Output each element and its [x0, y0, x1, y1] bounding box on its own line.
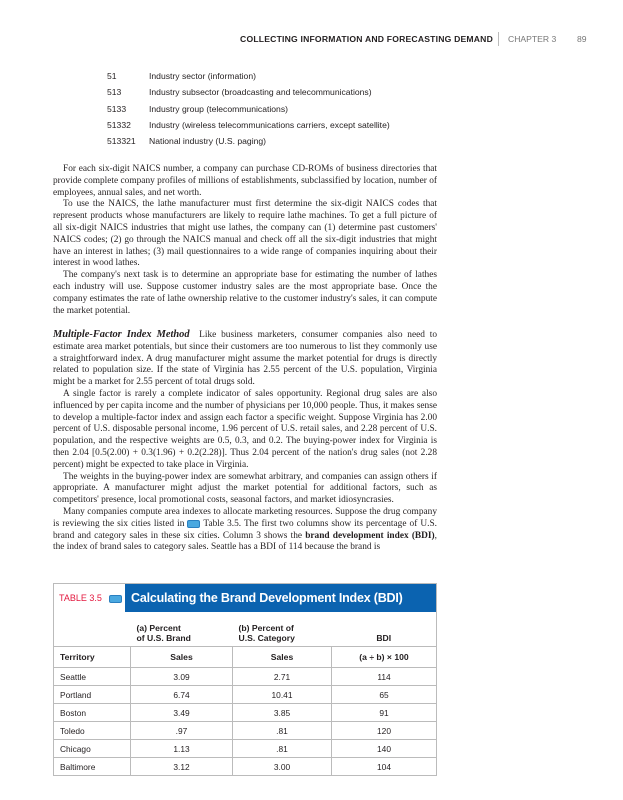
naics-code: 51 [107, 71, 117, 81]
table-row [54, 668, 437, 686]
cell: Boston [54, 704, 131, 722]
cell: Chicago [54, 740, 131, 758]
column-header: BDI [332, 611, 437, 647]
list-item [107, 71, 390, 87]
paragraph: To use the NAICS, the lathe manufacturer must first determine the six-digit NAICS codes that represent products whose manufacturers are likely to require lathe machines. To get a full picture of all six-digit NAICS industries that might use lathes, the company can (1) determine past customers' NAICS codes; (2) go through the NAICS manual and check off all the six-digit industries that might have an interest in lathes; (3) mail questionnaires to a wide range of companies inquiring about their interest in wood lathes. [53, 199, 437, 269]
key-term: brand development index (BDI) [305, 530, 435, 541]
cell: 91 [332, 704, 437, 722]
paragraph: For each six-digit NAICS number, a company can purchase CD-ROMs of business directories that provide complete company profiles of millions of establishments, subclassified by location, number of employees, annual sales, and net worth. [53, 164, 437, 198]
paragraph: The company's next task is to determine an appropriate base for estimating the number of lathes each industry will use. Suppose customer industry sales are the most appropriate base. Once the company estimates the rate of lathe ownership relative to the customer industry's sales, it can compute the market potential. [53, 270, 437, 316]
body-text-multiple-factor [53, 329, 437, 554]
cell: 120 [332, 722, 437, 740]
list-item [107, 120, 390, 136]
column-header: (a) Percent of U.S. Brand [131, 611, 233, 647]
cell: Seattle [54, 668, 131, 686]
table-row [54, 740, 437, 758]
naics-label: Industry group (telecommunications) [149, 103, 288, 114]
list-item [107, 87, 390, 103]
body-text-naics [53, 164, 437, 317]
table-row [54, 704, 437, 722]
cell: .81 [233, 740, 332, 758]
cell: 3.85 [233, 704, 332, 722]
cell: .97 [131, 722, 233, 740]
cell: 3.12 [131, 758, 233, 776]
cell: 6.74 [131, 686, 233, 704]
table-reference-icon[interactable] [187, 520, 200, 528]
table-label: TABLE 3.5 [59, 593, 102, 603]
table-row [54, 758, 437, 776]
section-heading: Multiple-Factor Index Method [53, 329, 190, 340]
table-row [54, 722, 437, 740]
paragraph-text: Like business marketers, consumer companies also need to estimate area market potentials, but since their customers are too numerous to list they commonly use a straightforward index. A drug manufacturer might assume the market potential for drugs is directly related to population size. If the state of Virginia has 2.55 percent of the U.S. population, Virginia might be a market for 2.55 percent of total drugs sold. [53, 330, 437, 388]
page-number: 89 [577, 34, 587, 44]
cell: 2.71 [233, 668, 332, 686]
bdi-table [53, 611, 437, 776]
list-item [107, 136, 390, 152]
cell: Portland [54, 686, 131, 704]
paragraph-text: Table 3.5. The first two columns show its percentage of U.S. brand and category sales in these six cities. Column 3 shows the [53, 518, 437, 541]
table-header [53, 583, 437, 611]
paragraph-text: Many companies compute area indexes to allocate marketing resources. Suppose the drug company is reviewing the six cities listed in [53, 506, 437, 529]
table-reference-icon [109, 595, 122, 603]
list-item [107, 104, 390, 120]
naics-code: 5133 [107, 103, 127, 114]
running-head [0, 32, 623, 46]
cell: 65 [332, 686, 437, 704]
paragraph [53, 329, 437, 389]
paragraph: A single factor is rarely a complete indicator of sales opportunity. Regional drug sales are also influenced by per capita income and the number of physicians per 10,000 people. Thus, it makes sense to develop a multiple-factor index and assign each factor a specific weight. Suppose Virginia has 2.00 percent of U.S. disposable personal income, 1.96 percent of U.S. retail sales, and 2.28 percent of U.S. population, and the respective weights are 0.5, 0.3, and 0.2. The buying-power index for Virginia is then 2.04 [0.5(2.00) + 0.3(1.96) + 0.2(2.28)]. Thus 2.04 percent of the nation's drug sales (not 2.28 percent) might be expected to take place in Virginia. [53, 388, 437, 470]
cell: 3.09 [131, 668, 233, 686]
column-header: (b) Percent of U.S. Category [233, 611, 332, 647]
chapter-label: CHAPTER 3 [508, 34, 557, 44]
table-header-row [54, 647, 437, 668]
paragraph-text: , the index of brand sales to category sales. Seattle has a BDI of 114 because the brand is [53, 530, 437, 553]
cell: .81 [233, 722, 332, 740]
cell: 3.00 [233, 758, 332, 776]
cell: Baltimore [54, 758, 131, 776]
column-header: Sales [131, 647, 233, 668]
cell: 104 [332, 758, 437, 776]
divider [498, 32, 499, 46]
naics-label: Industry (wireless telecommunications carriers, except satellite) [149, 119, 390, 130]
naics-code: 513321 [107, 136, 136, 147]
naics-code: 51332 [107, 119, 131, 130]
column-header: Territory [54, 647, 131, 668]
column-header: Sales [233, 647, 332, 668]
cell: 140 [332, 740, 437, 758]
running-head-title: COLLECTING INFORMATION AND FORECASTING DEMAND [240, 34, 493, 44]
cell: 114 [332, 668, 437, 686]
column-header [54, 611, 131, 647]
naics-code: 513 [107, 87, 122, 98]
naics-code-list [107, 71, 390, 152]
naics-label: National industry (U.S. paging) [149, 136, 267, 147]
column-header: (a ÷ b) × 100 [332, 647, 437, 668]
cell: Toledo [54, 722, 131, 740]
table-row [54, 686, 437, 704]
naics-label: Industry subsector (broadcasting and telecommunications) [149, 87, 372, 98]
paragraph [53, 507, 437, 554]
cell: 3.49 [131, 704, 233, 722]
cell: 10.41 [233, 686, 332, 704]
table-title: Calculating the Brand Development Index (BDI) [125, 584, 436, 612]
naics-label: Industry sector (information) [149, 71, 256, 81]
table-header-row [54, 611, 437, 647]
cell: 1.13 [131, 740, 233, 758]
paragraph: The weights in the buying-power index are somewhat arbitrary, and companies can assign others if appropriate. A manufacturer might adjust the market potential for additional factors, such as competitors' presence, local promotional costs, seasonal factors, and market idiosyncrasies. [53, 471, 437, 506]
